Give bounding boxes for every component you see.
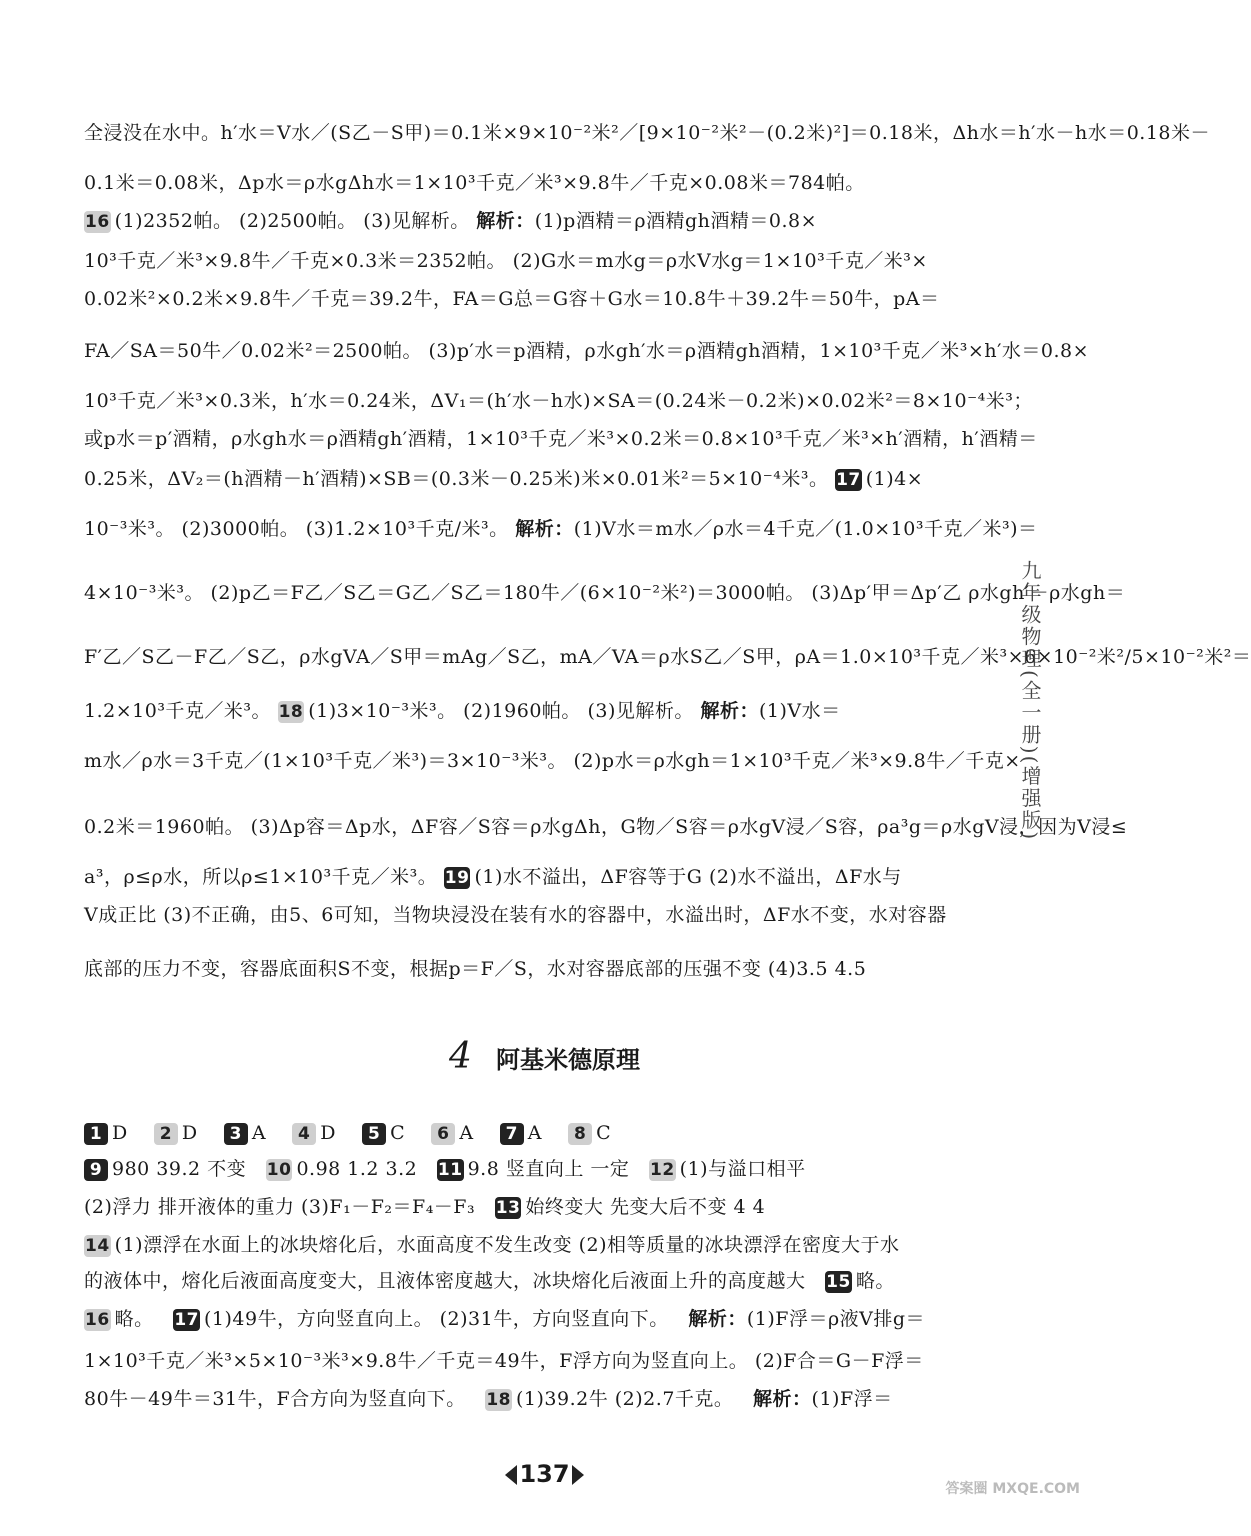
right-triangle-icon [572,1465,584,1485]
text-segment: 0.25米，ΔV₂＝(h酒精－h′酒精)×SB＝(0.3米－0.25米)米×0.01米²＝5×10⁻⁴米³。 [84,468,829,490]
question-number: 17 [174,1310,199,1330]
question-number: 7 [500,1123,524,1145]
section-title: 阿基米德原理 [495,1046,640,1074]
text-segment: 80牛－49牛＝31牛，F合方向为竖直向下。 [84,1388,466,1410]
section-heading [0,1036,1089,1077]
choice-answer: A [251,1122,267,1144]
choice-answer: C [390,1122,406,1144]
choice-answer: C [596,1122,612,1144]
q17-line-2 [84,514,1038,544]
answer-text: (1)3×10⁻³米³。 (2)1960帕。 (3)见解析。 [308,700,694,722]
text-line: 或p水＝p′酒精，ρ水gh水＝ρ酒精gh′酒精，1×10³千克／米³×0.2米＝0.8×10³千克／米³×h′酒精，h′酒精＝ [84,428,1038,450]
analysis-text: (1)F浮＝ [811,1388,893,1410]
answer-text: 略。 [114,1308,154,1330]
answer-text: (1)49牛，方向竖直向上。 (2)31牛，方向竖直向下。 [203,1308,669,1330]
question-number: 19 [444,868,470,888]
question-number: 3 [224,1123,248,1145]
question-number: 13 [495,1198,521,1218]
choice-answers [84,1118,964,1148]
page-number-value: 137 [519,1460,570,1488]
text-line: 1×10³千克／米³×5×10⁻³米³×9.8牛／千克＝49牛，F浮方向为竖直向上。 (2)F合＝G－F浮＝ [84,1350,924,1372]
page-number [0,1460,1089,1488]
answer-text: 9.8 竖直向上 一定 [467,1158,630,1180]
q17-line [84,464,964,494]
question-number: 15 [826,1272,851,1292]
question-number: 11 [437,1160,463,1180]
side-running-title: 九年级物理(全一册)(增强版) [1018,560,1042,842]
q19-line [84,862,964,892]
text-line: 10³千克／米³×0.3米，h′水＝0.24米，ΔV₁＝(h′水－h水)×SA＝(0.24米－0.2米)×0.02米²＝8×10⁻⁴米³； [84,390,1033,412]
text-line: 0.2米＝1960帕。 (3)Δp容＝Δp水，ΔF容／S容＝ρ水gΔh，G物／S容＝ρ水gV浸／S容，ρa³g＝ρ水gV浸，因为V浸≤ [84,816,1128,838]
answer-text: (1)与溢口相平 [679,1158,806,1180]
choice-answer: A [459,1122,474,1144]
analysis-text: (1)p酒精＝ρ酒精gh酒精＝0.8× [534,210,818,232]
answer-text: (1)2352帕。 (2)2500帕。 (3)见解析。 [114,210,470,232]
choice-answer: D [320,1122,336,1144]
question-number: 17 [836,470,861,490]
left-triangle-icon [505,1465,517,1485]
q18-line [84,696,964,726]
answer-text: (1)漂浮在水面上的冰块熔化后，水面高度不发生改变 (2)相等质量的冰块漂浮在密度大于水 [114,1234,900,1256]
analysis-label: 解析： [700,700,759,722]
answers-row [84,1230,964,1260]
q16-line [84,206,964,236]
choice-answer: D [112,1122,128,1144]
answer-text: (2)浮力 排开液体的重力 (3)F₁－F₂＝F₄－F₃ [84,1196,476,1218]
answer-text: 10⁻³米³。 (2)3000帕。 (3)1.2×10³千克/米³。 [84,518,509,540]
answers-row [84,1384,964,1414]
question-number: 16 [85,1310,110,1330]
answers-row [84,1192,964,1222]
question-number: 9 [84,1159,108,1181]
answer-text: (1)水不溢出，ΔF容等于G (2)水不溢出，ΔF水与 [474,866,902,888]
answer-text: 的液体中，熔化后液面高度变大，且液体密度越大，冰块熔化后液面上升的高度越大 [84,1270,806,1292]
question-number: 2 [154,1123,178,1145]
question-number: 12 [650,1160,675,1180]
question-number: 18 [278,702,304,722]
text-segment: a³，ρ≤ρ水，所以ρ≤1×10³千克／米³。 [84,866,438,888]
analysis-label: 解析： [753,1388,812,1410]
question-number: 1 [84,1123,108,1145]
text-line: F′乙／S乙－F乙／S乙，ρ水gVA／S甲＝mAg／S乙，mA／VA＝ρ水S乙／S甲，ρA＝1.0×10³千克／米³×6×10⁻²米²/5×10⁻²米²＝ [84,646,1251,668]
text-line: 全浸没在水中。h′水＝V水／(S乙－S甲)＝0.1米×9×10⁻²米²／[9×10⁻²米²－(0.2米)²]＝0.18米，Δh水＝h′水－h水＝0.18米－ [84,122,1211,144]
answers-row [84,1266,964,1296]
question-number: 6 [431,1123,455,1145]
question-number: 16 [85,212,110,232]
answer-text: 980 39.2 不变 [112,1158,247,1180]
answers-row [84,1304,964,1334]
text-segment: 1.2×10³千克／米³。 [84,700,272,722]
question-number: 18 [486,1390,512,1410]
answer-text: 0.98 1.2 3.2 [296,1158,418,1180]
answer-text: (1)4× [865,468,924,490]
choice-answer: A [527,1122,542,1144]
text-line: FA／SA＝50牛／0.02米²＝2500帕。 (3)p′水＝p酒精，ρ水gh′水＝ρ酒精gh酒精，1×10³千克／米³×h′水＝0.8× [84,340,1090,362]
text-line: 10³千克／米³×9.8牛／千克×0.3米＝2352帕。 (2)G水＝m水g＝ρ水V水g＝1×10³千克／米³× [84,250,928,272]
analysis-label: 解析： [515,518,574,540]
analysis-label: 解析： [688,1308,747,1330]
text-line: 0.02米²×0.2米×9.8牛／千克＝39.2牛，FA＝G总＝G容＋G水＝10.8牛＋39.2牛＝50牛，pA＝ [84,288,940,310]
choice-answer: D [181,1122,198,1144]
analysis-text: (1)F浮＝ρ液V排g＝ [746,1308,926,1330]
text-line: V成正比 (3)不正确，由5、6可知，当物块浸没在装有水的容器中，水溢出时，ΔF水不变，水对容器 [84,904,947,926]
text-line: 0.1米＝0.08米，Δp水＝ρ水gΔh水＝1×10³千克／米³×9.8牛／千克×0.08米＝784帕。 [84,172,865,194]
watermark: 答案圈 MXQE.COM [945,1481,1080,1497]
text-line: 底部的压力不变，容器底面积S不变，根据p＝F／S，水对容器底部的压强不变 (4)3.5 4.5 [84,958,867,980]
analysis-text: (1)V水＝ [758,700,841,722]
answer-text: (1)39.2牛 (2)2.7千克。 [516,1388,734,1410]
section-number: 4 [449,1036,472,1077]
answer-text: 略。 [855,1270,895,1292]
text-line: 4×10⁻³米³。 (2)p乙＝F乙／S乙＝G乙／S乙＝180牛／(6×10⁻²米²)＝3000帕。 (3)Δp′甲＝Δp′乙 ρ水gh′－ρ水gh＝ [84,582,1126,604]
question-number: 14 [85,1236,110,1256]
text-line: m水／ρ水＝3千克／(1×10³千克／米³)＝3×10⁻³米³。 (2)p水＝ρ水gh＝1×10³千克／米³×9.8牛／千克× [84,750,1021,772]
analysis-label: 解析： [476,210,535,232]
question-number: 8 [568,1123,592,1145]
answers-row [84,1154,964,1184]
question-number: 5 [362,1123,386,1145]
question-number: 4 [292,1123,316,1145]
analysis-text: (1)V水＝m水／ρ水＝4千克／(1.0×10³千克／米³)＝ [573,518,1038,540]
question-number: 10 [266,1160,292,1180]
answer-text: 始终变大 先变大后不变 4 4 [525,1196,766,1218]
